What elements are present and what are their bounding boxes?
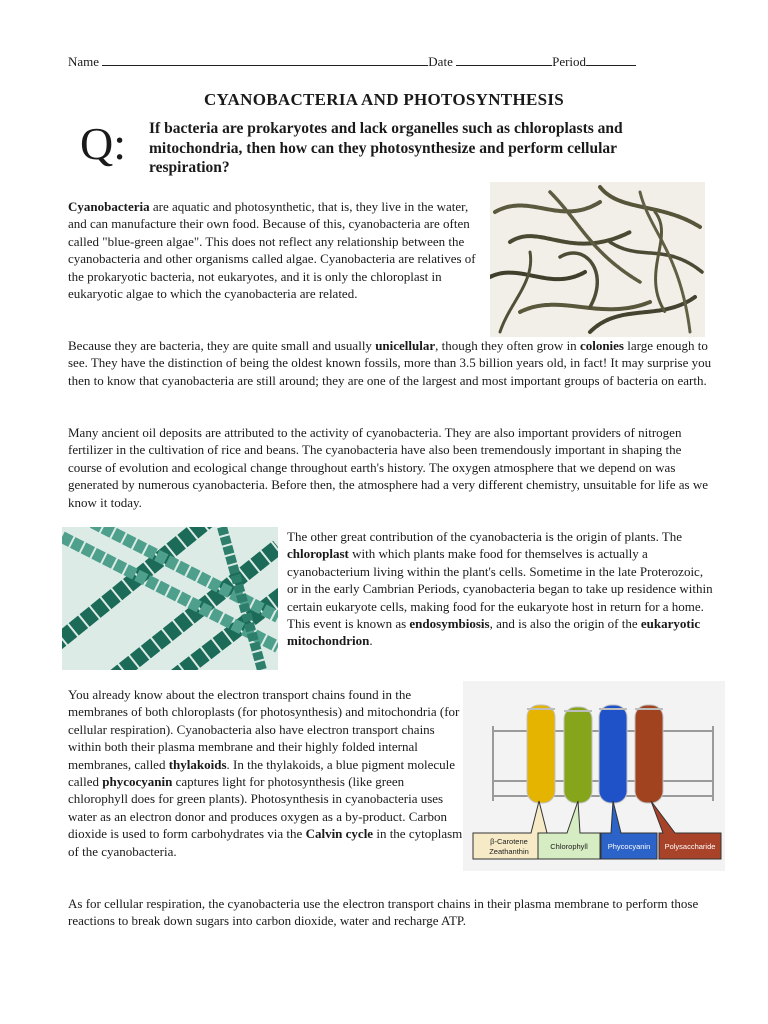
paragraph-unicellular bbox=[68, 337, 718, 389]
paragraph-text: You already know about the electron transport chains found in the membranes of both chloroplasts (for photosynthesis) and mitochondria (for cellular respiration). Cyanobacteria also have electron transport chains within both their plasma membrane and their highly folded internal membranes, called bbox=[68, 687, 460, 772]
label-polysaccharide: Polysaccharide bbox=[664, 842, 716, 851]
label-phycocyanin: Phycocyanin bbox=[607, 842, 651, 851]
paragraph-text: captures light for photosynthesis (like green chlorophyll does for green plants). Photosynthesis in cyanobacteria uses water as an electron donor and produces oxygen as a by-product. Carbon dioxide is used to form carbohydrates via the bbox=[68, 774, 448, 842]
term-chloroplast: chloroplast bbox=[287, 546, 349, 562]
tube-brown bbox=[635, 705, 663, 803]
paragraph-text: Because they are bacteria, they are quite small and usually bbox=[68, 338, 376, 353]
label-chlorophyll: Chlorophyll bbox=[550, 842, 588, 851]
date-label: Date bbox=[428, 54, 453, 69]
label-beta-carotene: β-Carotene bbox=[490, 837, 528, 846]
tube-blue bbox=[599, 705, 627, 803]
name-field[interactable] bbox=[102, 54, 428, 66]
paragraph-text: with which plants make food for themselves is actually a cyanobacterium living within the plant's cells. Sometime in the late Proterozoic, or in the early Cambrian Periods, cyanobacteria began to take up residence within certain eukaryote cells, making food for the eukaryote host in return for a home. This event is known as bbox=[287, 546, 713, 632]
paragraph-chloroplast-origin bbox=[287, 528, 717, 650]
paragraph-text: . bbox=[369, 633, 373, 649]
paragraph-text: The other great contribution of the cyanobacteria is the origin of plants. The bbox=[287, 529, 683, 544]
term-endosymbiosis: endosymbiosis bbox=[409, 616, 490, 632]
label-zeathanthin: Zeathanthin bbox=[489, 847, 529, 856]
paragraph-text: , and is also the origin of the bbox=[489, 616, 641, 632]
name-label: Name bbox=[68, 54, 100, 69]
student-header bbox=[68, 54, 668, 70]
paragraph-text: are aquatic and photosynthetic, that is, they live in the water, and can manufacture their own food. Because of this, cyanobacteria are often called "blue-green algae". This does not reflect any relationship between the cyanobacteria and other organisms called algae. Cyanobacteria are relatives of the prokaryotic bacteria, not eukaryotes, and it is only the chloroplast in eukaryotic algae to which the cyanobacteria are related. bbox=[68, 199, 476, 302]
paragraph-text: large enough to see. They have the distinction of being the oldest known fossils, more than 3.5 billion years old, in fact! It may surprise you then to know that cyanobacteria are still around; they are one of the largest and most important groups of bacteria on earth. bbox=[68, 338, 712, 388]
question-mark: Q: bbox=[80, 118, 126, 169]
date-field[interactable] bbox=[456, 54, 552, 66]
tube-yellow bbox=[527, 705, 555, 803]
paragraph-text: , though they often grow in bbox=[435, 338, 580, 353]
term-colonies: colonies bbox=[579, 338, 624, 353]
term-unicellular: unicellular bbox=[375, 338, 436, 353]
term-eukaryotic-mitochondrion: eukaryotic mitochondrion bbox=[287, 616, 701, 649]
cyanobacteria-filaments-photo bbox=[490, 182, 705, 337]
paragraph-intro bbox=[68, 198, 480, 302]
tube-green bbox=[564, 707, 592, 803]
term-thylakoids: thylakoids bbox=[168, 756, 227, 772]
paragraph-text: . In the thylakoids, a blue pigment molecule called bbox=[68, 756, 456, 790]
period-field[interactable] bbox=[586, 54, 636, 66]
page-title: CYANOBACTERIA AND PHOTOSYNTHESIS bbox=[203, 90, 565, 109]
paragraph-oil-deposits: Many ancient oil deposits are attributed to the activity of cyanobacteria. They are also important providers of nitrogen fertilizer in the cultivation of rice and beans. The cyanobacteria have also been tremendously important in shaping the course of evolution and ecological change throughout earth's history. The oxygen atmosphere that we depend on was generated by numerous cyanobacteria. Before then, the atmosphere had a very different chemistry, unsuitable for life as we know it today. bbox=[68, 425, 708, 510]
period-label: Period bbox=[552, 54, 587, 69]
term-cyanobacteria: Cyanobacteria bbox=[68, 199, 150, 214]
paragraph-text: in the cytoplasm of the cyanobacteria. bbox=[68, 826, 463, 859]
pigment-test-tubes-photo bbox=[463, 681, 725, 871]
term-phycocyanin: phycocyanin bbox=[102, 774, 173, 790]
paragraph-electron-transport bbox=[68, 686, 463, 860]
question-text: If bacteria are prokaryotes and lack organelles such as chloroplasts and mitochondria, then how can they photosynthesize and perform cellular respiration? bbox=[149, 120, 623, 177]
cyanobacteria-microscope-photo bbox=[62, 527, 278, 670]
term-calvin-cycle: Calvin cycle bbox=[305, 826, 374, 842]
paragraph-cellular-respiration: As for cellular respiration, the cyanobacteria use the electron transport chains in their plasma membrane to perform those reactions to break down sugars into carbon dioxide, water and recharge ATP. bbox=[68, 896, 699, 929]
